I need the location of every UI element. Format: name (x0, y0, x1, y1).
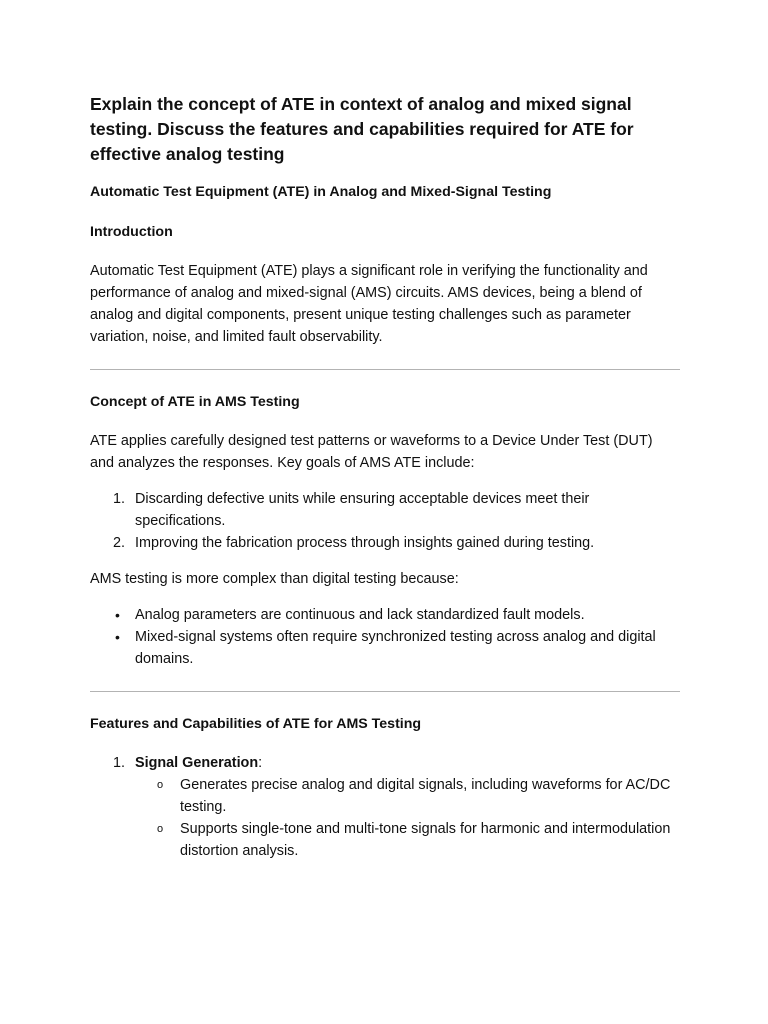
list-item (90, 604, 680, 626)
concept-heading: Concept of ATE in AMS Testing (90, 394, 300, 410)
features-heading: Features and Capabilities of ATE for AMS Testing (90, 716, 422, 732)
list-number: 1. (113, 491, 126, 507)
goals-list (90, 488, 680, 554)
list-item-text: Improving the fabrication process through insights gained during testing. (135, 535, 595, 551)
sublist-item (90, 774, 680, 818)
sublist-item (90, 818, 680, 862)
feature-sublist (135, 774, 680, 862)
reasons-list (90, 604, 680, 670)
feature-label: Signal Generation (135, 755, 259, 771)
features-list (90, 752, 680, 862)
complexity-intro: AMS testing is more complex than digital testing because: (90, 571, 459, 587)
concept-paragraph: ATE applies carefully designed test patterns or waveforms to a Device Under Test (DUT) and analyzes the responses. Key goals of AMS ATE include: (90, 433, 653, 471)
circle-bullet-icon: o (157, 779, 164, 791)
list-item (90, 488, 680, 532)
document-subtitle: Automatic Test Equipment (ATE) in Analog and Mixed-Signal Testing (90, 184, 552, 200)
document-title: Explain the concept of ATE in context of analog and mixed signal testing. Discuss the features and capabilities required for ATE for effective analog testing (90, 94, 634, 164)
intro-heading: Introduction (90, 224, 173, 240)
list-item (90, 752, 680, 862)
list-item (90, 626, 680, 670)
section-divider (90, 369, 680, 370)
feature-label-colon: : (258, 755, 263, 771)
list-number: 1. (113, 755, 126, 771)
list-item (90, 532, 680, 554)
section-divider (90, 691, 680, 692)
bullet-icon: • (115, 607, 120, 623)
document-page (90, 92, 680, 876)
sublist-item-text: Supports single-tone and multi-tone signals for harmonic and intermodulation distortion analysis. (180, 821, 671, 859)
list-item-text: Analog parameters are continuous and lack standardized fault models. (135, 607, 585, 623)
list-item-text: Discarding defective units while ensuring acceptable devices meet their specifications. (135, 491, 590, 529)
circle-bullet-icon: o (157, 823, 164, 835)
sublist-item-text: Generates precise analog and digital signals, including waveforms for AC/DC testing. (180, 777, 671, 815)
bullet-icon: • (115, 629, 120, 645)
intro-paragraph: Automatic Test Equipment (ATE) plays a significant role in verifying the functionality and performance of analog and mixed-signal (AMS) circuits. AMS devices, being a blend of analog and digital components, present unique testing challenges such as parameter variation, noise, and limited fault observability. (90, 263, 648, 345)
list-item-text: Mixed-signal systems often require synchronized testing across analog and digital domains. (135, 629, 656, 667)
list-number: 2. (113, 535, 126, 551)
